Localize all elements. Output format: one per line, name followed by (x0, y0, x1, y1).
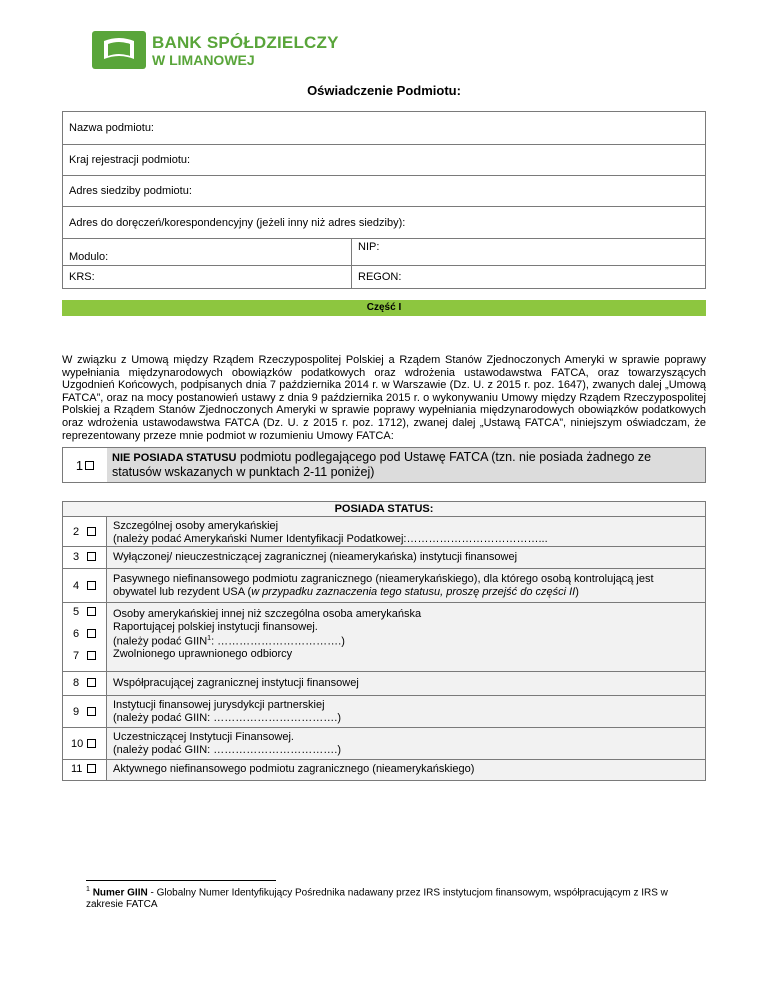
option-8-text: Współpracującej zagranicznej instytucji finansowej (113, 677, 359, 689)
option-9-text-2: (należy podać GIIN: …………………………….) (113, 711, 341, 724)
regon-label: REGON: (358, 271, 402, 283)
footnote (86, 884, 706, 911)
option-4-row (63, 568, 705, 602)
option-9-text-1: Instytucji finansowej jurysdykcji partnerskiej (113, 699, 325, 711)
option-1-rest2: statusów wskazanych w punktach 2-11 poniżej) (112, 465, 375, 479)
option-2-number: 2 (73, 526, 80, 538)
option-1-checkbox[interactable] (85, 461, 94, 470)
option-11-text: Aktywnego niefinansowego podmiotu zagranicznego (nieamerykańskiego) (113, 763, 475, 775)
option-7-checkbox[interactable] (87, 651, 96, 660)
option-11-number: 11 (71, 763, 83, 775)
address-label: Adres siedziby podmiotu: (69, 185, 192, 197)
option-10-checkbox[interactable] (87, 739, 96, 748)
option-9-row (63, 695, 705, 727)
option-7-text: Zwolnionego uprawnionego odbiorcy (113, 648, 293, 661)
option-1-bold: NIE POSIADA STATUSU (112, 452, 237, 464)
status-table (62, 501, 706, 781)
option-5-checkbox[interactable] (87, 607, 96, 616)
footnote-ref[interactable]: 1 (207, 635, 212, 642)
option-4-text-2i: w przypadku zaznaczenia tego statusu, proszę przejść do części II (251, 585, 576, 598)
country-label: Kraj rejestracji podmiotu: (69, 154, 191, 166)
option-1-row (62, 447, 706, 483)
bank-logo-icon (92, 31, 146, 69)
option-9-number: 9 (73, 706, 80, 718)
option-6-text-1: Raportującej polskiej instytucji finansowej. (113, 620, 318, 633)
option-7-number: 7 (73, 650, 80, 662)
document-title: Oświadczenie Podmiotu: (307, 83, 461, 98)
footnote-text: - Globalny Numer Identyfikujący Pośrednika nadawany przez IRS instytucjom finansowym, współpracującym z IRS w zakresie FATCA (86, 887, 668, 911)
intro-paragraph: W związku z Umową między Rządem Rzeczypospolitej Polskiej a Rządem Stanów Zjednoczonych Ameryki w sprawie poprawy wypełniania międzynarodowych obowiązków podatkowych oraz wdrożenia ustawodawstwa FATCA, oraz towarzyszących Uzgodnień Końcowych, podpisanych dnia 7 października 2014 r. w Warszawie (Dz. U. z 2015 r. poz. 1647), zwanych dalej „Umową FATCA”, oraz na mocy postanowień ustawy z dnia 9 października 2015 r. o wykonywaniu Umowy między Rządem Rzeczypospolitej Polskiej a Rządem Stanów Zjednoczonych Ameryki w sprawie poprawy wypełniania międzynarodowych obowiązków podatkowych oraz wdrożenia ustawodawstwa FATCA (Dz. U. z 2015 r. poz. 1712), zwanej dalej „Ustawą FATCA”, niniejszym oświadczam, że reprezentowany przeze mnie podmiot w rozumieniu Umowy FATCA: (62, 354, 706, 442)
mailing-address-row[interactable] (63, 207, 705, 239)
footnote-mark: 1 (86, 886, 90, 893)
option-3-row (63, 546, 705, 568)
option-3-text: Wyłączonej/ nieuczestniczącej zagranicznej (nieamerykańska) instytucji finansowej (113, 551, 518, 563)
option-6-text-2a: (należy podać GIIN (113, 635, 208, 648)
section-header: Część I (62, 300, 706, 316)
option-8-row (63, 671, 705, 695)
nip-field[interactable] (352, 239, 705, 265)
option-8-number: 8 (73, 677, 80, 689)
mailing-address-label: Adres do doręczeń/korespondencyjny (jeżeli inny niż adres siedziby): (69, 216, 406, 229)
option-10-number: 10 (71, 738, 84, 750)
option-1-label: 1 (75, 457, 84, 473)
option-4-text-2b: ) (575, 585, 579, 598)
option-4-text-2a: obywatel lub rezydent USA ( (113, 585, 252, 598)
options-5-7-row (63, 602, 705, 671)
krs-label: KRS: (69, 271, 95, 283)
bank-name-line1: BANK SPÓŁDZIELCZY (152, 33, 339, 52)
krs-field[interactable] (63, 266, 352, 288)
option-6-text-2b: : …………………………….) (211, 635, 345, 648)
option-5-number: 5 (73, 606, 80, 618)
option-5-text: Osoby amerykańskiej innej niż szczególna osoba amerykańska (113, 608, 422, 620)
option-1-number (63, 448, 108, 482)
modulo-nip-row (63, 239, 705, 266)
option-11-checkbox[interactable] (87, 764, 96, 773)
option-4-checkbox[interactable] (87, 581, 96, 590)
option-10-row (63, 727, 705, 759)
bank-name-line2: W LIMANOWEJ (152, 52, 255, 68)
nip-label: NIP: (358, 241, 380, 253)
option-2-row (63, 516, 705, 546)
address-row[interactable] (63, 176, 705, 207)
option-6-checkbox[interactable] (87, 629, 96, 638)
option-10-text-2: (należy podać GIIN: …………………………….) (113, 743, 341, 756)
option-1-text (107, 448, 705, 482)
option-9-checkbox[interactable] (87, 707, 96, 716)
option-6-number: 6 (73, 628, 80, 640)
option-8-checkbox[interactable] (87, 678, 96, 687)
status-table-header: POSIADA STATUS: (63, 502, 705, 516)
option-4-number: 4 (73, 580, 80, 592)
option-1-rest1: podmiotu podlegającego pod Ustawę FATCA (tzn. nie posiada żadnego ze (236, 450, 652, 464)
modulo-field[interactable] (63, 239, 352, 265)
modulo-label: Modulo: (69, 251, 109, 263)
entity-name-row[interactable] (63, 112, 705, 145)
option-3-number: 3 (73, 551, 80, 563)
option-11-row (63, 759, 705, 780)
footnote-divider (86, 880, 276, 881)
krs-regon-row (63, 266, 705, 288)
option-4-text-1: Pasywnego niefinansowego podmiotu zagranicznego (nieamerykańskiego), dla którego osobą kontrolującą jest (113, 573, 654, 585)
option-10-text-1: Uczestniczącej Instytucji Finansowej. (113, 731, 294, 743)
footnote-term: Numer GIIN (92, 887, 148, 899)
entity-name-label: Nazwa podmiotu: (69, 122, 154, 134)
country-row[interactable] (63, 145, 705, 176)
entity-info-table (62, 111, 706, 289)
option-3-checkbox[interactable] (87, 552, 96, 561)
option-2-text-1: Szczególnej osoby amerykańskiej (113, 520, 279, 532)
option-2-text-2: (należy podać Amerykański Numer Identyfikacji Podatkowej:………………………………... (113, 532, 548, 545)
option-2-checkbox[interactable] (87, 527, 96, 536)
regon-field[interactable] (352, 266, 705, 288)
